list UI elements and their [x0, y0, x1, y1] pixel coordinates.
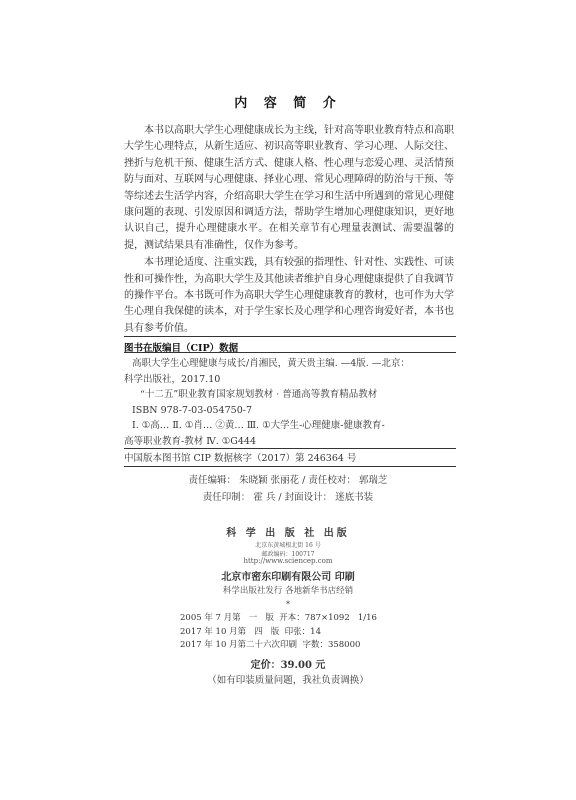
distribution-info: 科学出版社发行 各地新华书店经销 — [222, 586, 354, 596]
publisher-name: 科 学 出 版 社 出版 — [226, 528, 350, 539]
postcode-line: 邮政编码：100717 — [261, 551, 315, 558]
price: 定价：39.00 元 — [250, 660, 326, 671]
cip-divider — [124, 448, 456, 449]
cip-line-2: 科学出版社，2017.10 — [124, 373, 221, 385]
address-line: 北京东黄城根北街 16 号 — [255, 542, 321, 549]
print-label: 责任印制： — [202, 492, 251, 503]
cip-number: 中国版本图书馆 CIP 数据核字（2017）第 246364 号 — [124, 453, 357, 464]
cip-line-5: Ⅰ. ①高… Ⅱ. ①肖… ②黄… Ⅲ. ①大学生-心理健康-健康教育- — [132, 420, 385, 431]
edition-info — [180, 612, 440, 653]
cip-line-6: 高等职业教育-教材 Ⅳ. ①G444 — [124, 435, 256, 447]
proof-name: 郭瑞芝 — [358, 475, 388, 486]
design-label: / 封面设计： — [278, 492, 333, 503]
separator-mark: * — [286, 600, 290, 609]
cip-bottom-rule — [124, 466, 456, 467]
cip-header: 图书在版编目（CIP）数据 — [124, 336, 456, 354]
edition-row-2: 2017 年 10 月第 四 版 印张：14 — [180, 626, 321, 637]
printer-name: 北京市密东印刷有限公司 印刷 — [221, 572, 355, 583]
edition-row-3: 2017 年 10 月第二十六次印刷 字数：358000 — [180, 640, 361, 650]
design-name: 迷底书装 — [335, 492, 374, 503]
editor-names: 朱晓颖 张丽花 — [239, 475, 300, 486]
summary-paragraph-2: 本书理论适度、注重实践，具有较强的指理性、针对性、实践性、可读性和可操作性，为高职大学生及其他读者维护自身心理健康提供了自我调节的操作平台。本书既可作为高职大学生心理健康教育的教材，也可作为大学生心理自我保健的读本，对于学生家长及心理学和心理咨询爱好者，本书也具有参考价值。 — [124, 257, 454, 334]
section-title: 内 容 简 介 — [234, 96, 342, 111]
cip-line-1: 高职大学生心理健康与成长/肖湘民，黄天贵主编. —4版. —北京： — [132, 358, 410, 369]
staff-row-1 — [0, 472, 576, 489]
cip-data-block — [124, 352, 456, 449]
publisher-url: http://www.sciencep.com — [243, 557, 333, 565]
editor-label: 责任编辑： — [188, 475, 237, 486]
quality-notice: （如有印装质量问题，我社负责调换） — [207, 675, 369, 686]
print-name: 霍 兵 — [253, 492, 276, 503]
staff-row-2 — [0, 489, 576, 506]
proof-label: / 责任校对： — [302, 475, 356, 486]
edition-row-1: 2005 年 7 月第 一 版 开本：787×1092 1/16 — [180, 613, 377, 623]
summary-paragraph-1: 本书以高职大学生心理健康成长为主线，针对高等职业教育特点和高职大学生心理特点，从新生适应、初识高等职业教育、学习心理、人际交往、挫折与危机干预、健康生活方式、健康人格、性心理与恋爱心理、灵活情预防与面对、互联网与心理健康、择业心理、常见心理障碍的防治与干预、等等综述去生活学内容，介绍高职大学生在学习和生活中所遇到的常见心理健康问题的表现、引发原因和调适方法，帮助学生增加心理健康知识，更好地认识自己，提升心理健康水平。在相关章节有心理量表测试、需要温馨的提，测试结果具有准确性，仅作为参考。 — [124, 125, 454, 251]
cip-line-3: “十二五”职业教育国家规划教材 · 普通高等教育精品教材 — [140, 389, 378, 400]
staff-credits — [0, 472, 576, 506]
cip-isbn: ISBN 978-7-03-054750-7 — [132, 404, 252, 416]
content-summary — [124, 123, 454, 338]
